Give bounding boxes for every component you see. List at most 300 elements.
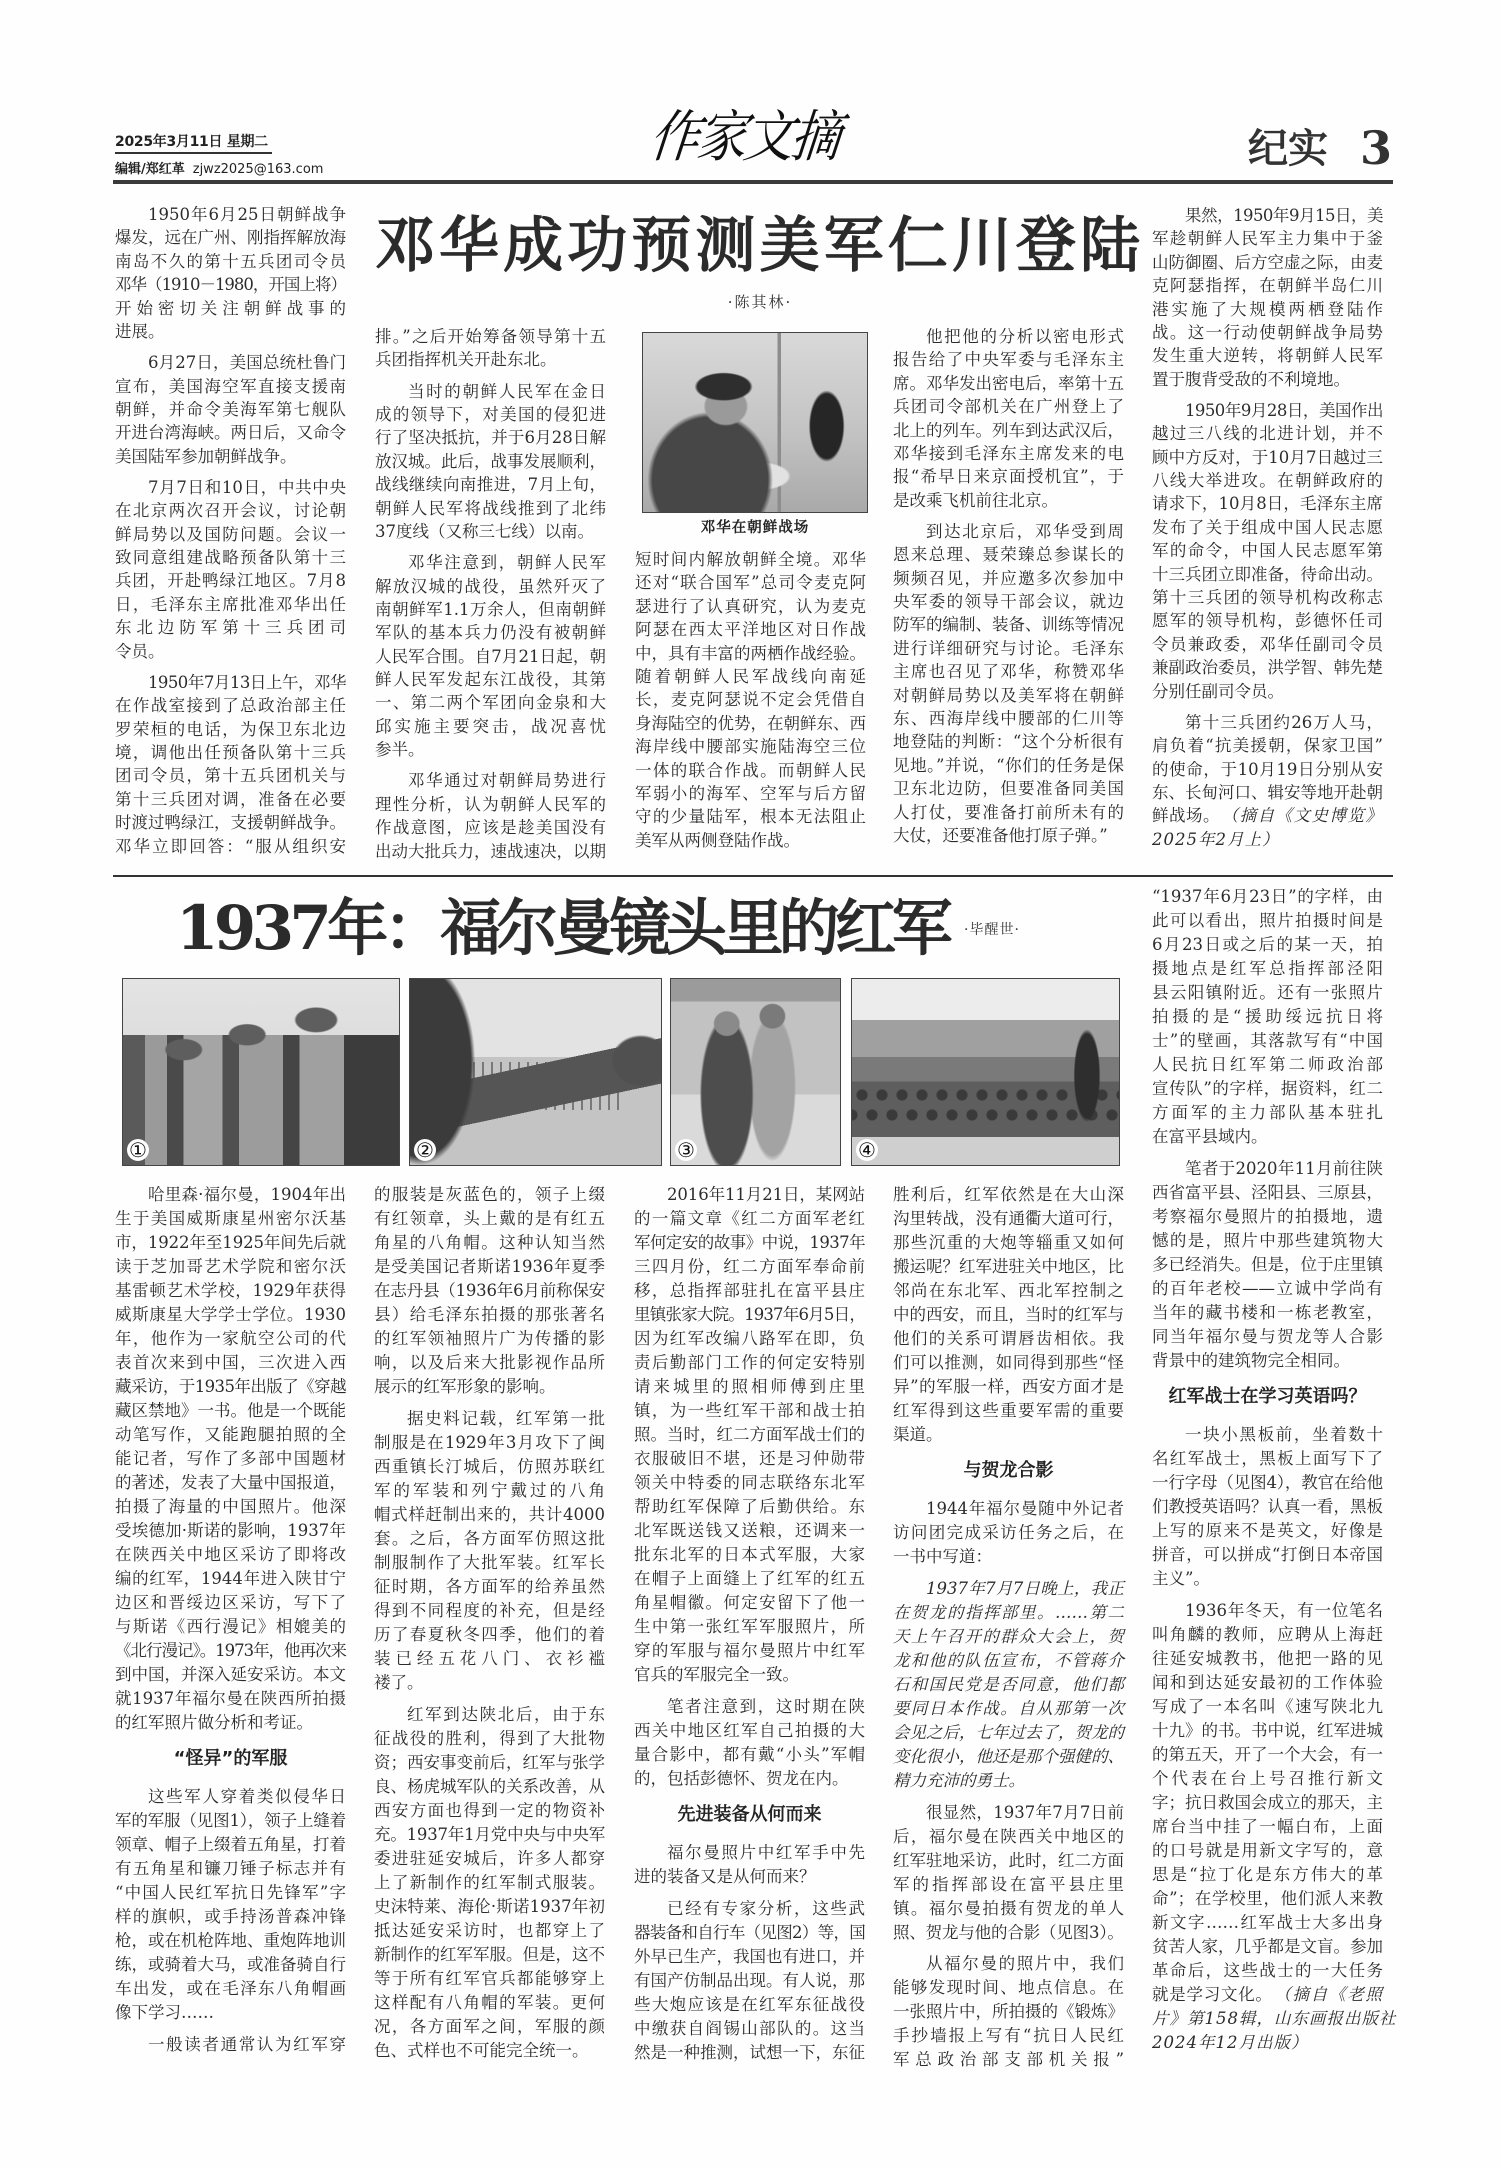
text-line: 随着朝鲜人民军战线向南延 bbox=[635, 666, 866, 686]
masthead-rule bbox=[113, 180, 1393, 184]
paragraph bbox=[115, 203, 346, 343]
text-line: 一张照片中，所拍摄的《锻炼》 bbox=[893, 2002, 1124, 2022]
paragraph bbox=[115, 476, 346, 663]
text-line: 置于腹背受敌的不利境地。 bbox=[1152, 369, 1350, 389]
text-line: 美国陆军参加朝鲜战争。 bbox=[115, 446, 297, 466]
text-line: 十九》的书。书中说，红军进城 bbox=[1152, 1720, 1383, 1740]
source-note: （摘自《老照 bbox=[1282, 1984, 1384, 2004]
text-line: 车出发，或在毛泽东八角帽画 bbox=[115, 1979, 346, 1998]
text-line: 威斯康星大学学士学位。1930 bbox=[115, 1305, 346, 1324]
text-line: 席。邓华发出密电后，率第十五 bbox=[893, 373, 1124, 393]
text-line: 短时间内解放朝鲜全境。邓华 bbox=[635, 550, 866, 569]
article1-column-2 bbox=[375, 325, 606, 863]
text-line: 兵团，开赴鸭绿江地区。7月8 bbox=[115, 571, 346, 591]
text-line: 写成了一本名叫《速写陕北九 bbox=[1152, 1696, 1383, 1716]
article1-column-1 bbox=[115, 203, 346, 858]
text-line: 大仗，还要准备他打原子弹。” bbox=[893, 826, 1108, 845]
text-line: 军总政治部支部机关报” bbox=[893, 2050, 1124, 2070]
text-line: 西关中地区红军自己拍摄的大 bbox=[634, 1720, 865, 1740]
text-line: 东、西海岸线中腰部的仁川等 bbox=[893, 709, 1124, 729]
text-line: 中，具有丰富的两栖作战经验。 bbox=[635, 643, 866, 663]
text-line: 天上午召开的群众大会上，贺 bbox=[893, 1626, 1124, 1646]
text-line: 身海陆空的优势，在朝鲜东、西 bbox=[635, 713, 866, 733]
text-line: 东北边防军第十三兵团司 bbox=[115, 618, 346, 638]
text-line: 龙和他的队伍宣布，不管蒋介 bbox=[893, 1650, 1124, 1670]
text-line: 地登陆的判断：“这个分析很有 bbox=[893, 732, 1124, 752]
editor-line bbox=[115, 161, 323, 178]
paragraph bbox=[634, 1897, 865, 2065]
source-note: （摘自《文史博览》 bbox=[1229, 806, 1383, 826]
quoted-paragraph bbox=[893, 1577, 1124, 1793]
text-line: 套。之后，各方面军仿照这批 bbox=[374, 1528, 605, 1548]
text-line: 排。”之后开始筹备领导第十五 bbox=[375, 327, 606, 346]
line-text: 就是学习文化。 bbox=[1152, 1984, 1273, 2004]
text-line bbox=[1152, 2007, 1397, 2031]
article-title: 1937年：福尔曼镜头里的红军 bbox=[176, 893, 948, 964]
text-line: 后，福尔曼在陕西关中地区的 bbox=[893, 1826, 1124, 1846]
text-line: 红军到达陕北后，由于东 bbox=[407, 1704, 605, 1724]
paragraph bbox=[374, 1703, 605, 2063]
text-line: 枪，或在机枪阵地、重炮阵地训 bbox=[115, 1931, 346, 1950]
text-line: 生于美国威斯康星州密尔沃基 bbox=[115, 1209, 346, 1228]
text-line: 放汉城。此后，战事发展顺利， bbox=[375, 451, 606, 471]
text-line: 笔者注意到，这时期在陕 bbox=[667, 1696, 865, 1716]
text-line: 1936年冬天，有一位笔名 bbox=[1185, 1600, 1383, 1620]
text-line: 石和国民党是否同意，他们都 bbox=[893, 1674, 1124, 1694]
text-line: 第十三兵团约26万人马， bbox=[1185, 712, 1383, 732]
section-heading: 先进装备从何而来 bbox=[677, 1803, 822, 1825]
text-line: 一、第二两个军团向金泉和大 bbox=[375, 693, 606, 713]
text-line: 藏区禁地》一书。他是一个既能 bbox=[115, 1401, 346, 1420]
text-line: 7月7日和10日，中共中央 bbox=[148, 477, 346, 497]
text-line: 八线大举进攻。在朝鲜政府的 bbox=[1152, 471, 1383, 491]
text-line: 军何定安的故事》中说，1937年 bbox=[634, 1233, 865, 1252]
text-line: 1937年7月7日晚上，我正 bbox=[926, 1578, 1124, 1598]
text-line: 邓华（1910－1980，开国上将） bbox=[115, 275, 346, 295]
text-line: 一行字母（见图4），教官在给他 bbox=[1152, 1472, 1383, 1492]
text-line: 红军得到这些重要军需的重要 bbox=[893, 1401, 1124, 1420]
article2-column-3 bbox=[634, 1183, 865, 2065]
text-line: 阿瑟在西太平洋地区对日作战 bbox=[635, 620, 866, 640]
text-line: 朝鲜，并命令美海军第七舰队 bbox=[115, 399, 346, 419]
text-line: 行了坚决抵抗，并于6月28日解 bbox=[375, 428, 606, 448]
text-line: 一体的联合作战。而朝鲜人民 bbox=[635, 760, 866, 780]
paragraph bbox=[374, 1183, 605, 1399]
text-line: 器装备和自行车（见图2）等，国 bbox=[634, 1922, 865, 1942]
article2-column-1 bbox=[115, 1183, 346, 2057]
text-line: 就1937年福尔曼在陕西所拍摄 bbox=[115, 1689, 346, 1708]
paragraph bbox=[375, 380, 606, 544]
editor-name: 编辑/郑红革 bbox=[115, 162, 185, 177]
article2-column-5 bbox=[1152, 885, 1397, 2055]
section-heading: 红军战士在学习英语吗？ bbox=[1168, 1385, 1367, 1407]
text-line: 衣服破旧不堪，还是习仲勋带 bbox=[634, 1449, 865, 1468]
text-line: 他们的关系可谓唇齿相依。我 bbox=[893, 1329, 1124, 1348]
article2-column-4 bbox=[893, 1183, 1124, 2072]
newspaper-logo: 作家文摘 bbox=[646, 104, 842, 170]
text-line: 上写的原来不是英文，好像是 bbox=[1152, 1520, 1383, 1540]
text-line: 制服是在1929年3月攻下了闽 bbox=[374, 1432, 605, 1452]
editor-email: zjwz2025@163.com bbox=[192, 162, 324, 177]
text-line: 福尔曼照片中红军手中先 bbox=[667, 1842, 865, 1862]
text-line: 县云阳镇附近。还有一张照片 bbox=[1152, 983, 1383, 1002]
photo-number-label: ④ bbox=[856, 1139, 878, 1161]
paragraph bbox=[375, 551, 606, 762]
photo-caption: 邓华在朝鲜战场 bbox=[700, 519, 810, 536]
text-line: 此可以看出，照片拍摄时间是 bbox=[1152, 911, 1383, 930]
text-line: 美军从两侧登陆作战。 bbox=[635, 830, 800, 850]
text-line: 些大炮应该是在红军东征战役 bbox=[634, 1994, 865, 2014]
text-line: 褛了。 bbox=[374, 1672, 424, 1692]
text-line: 在帽子上面缝上了红军的红五 bbox=[634, 1569, 865, 1588]
text-line bbox=[1152, 828, 1383, 851]
text-line: 人民军合围。自7月21日起，朝 bbox=[375, 646, 606, 666]
text-line: 《北行漫记》。1973年，他再次来 bbox=[115, 1641, 346, 1660]
photo-soldiers-marching bbox=[122, 978, 400, 1166]
text-line: 能记者，写作了多部中国题材 bbox=[115, 1449, 346, 1468]
text-line: 的服装是灰蓝色的，领子上缀 bbox=[374, 1185, 605, 1204]
text-line: 宣布，美国海空军直接支援南 bbox=[115, 376, 346, 396]
text-line: 主义”。 bbox=[1152, 1568, 1210, 1588]
text-line: 发生重大逆转，将朝鲜人民军 bbox=[1152, 346, 1383, 366]
text-line: 一书中写道： bbox=[893, 1547, 992, 1566]
text-line: 县）给毛泽东拍摄的那张著名 bbox=[374, 1305, 605, 1324]
text-line: 闻和到达延安最初的工作体验 bbox=[1152, 1672, 1383, 1692]
text-line: 响，以及后来大批影视作品所 bbox=[374, 1353, 605, 1372]
text-line: 6月27日，美国总统杜鲁门 bbox=[148, 353, 346, 373]
text-line: 这些军人穿着类似侵华日 bbox=[148, 1787, 346, 1806]
text-line: 哈里森·福尔曼，1904年出 bbox=[148, 1185, 346, 1204]
text-line: 因为红军改编八路军在即，负 bbox=[634, 1329, 865, 1348]
text-line: 军的军服（见图1），领子上缝着 bbox=[115, 1811, 346, 1830]
text-line: 的著述，发表了大量中国报道， bbox=[115, 1473, 346, 1492]
article-title: 邓华成功预测美军仁川登陆 bbox=[375, 211, 1140, 281]
text-line: 史沫特莱、海伦·斯诺1937年初 bbox=[374, 1896, 605, 1916]
text-line: 样的旗帜，或手持汤普森冲锋 bbox=[115, 1907, 346, 1926]
paragraph bbox=[634, 1841, 865, 1889]
text-line: 贫苦人家，几乎都是文盲。参加 bbox=[1152, 1936, 1383, 1956]
text-line: 主席也召见了邓华，称赞邓华 bbox=[893, 662, 1124, 682]
text-line: “中国人民红军抗日先锋军”字 bbox=[115, 1883, 346, 1902]
paragraph bbox=[1152, 399, 1383, 703]
text-line: 爆发，远在广州、刚指挥解放海 bbox=[115, 228, 346, 248]
text-line: 表首次来到中国，三次进入西 bbox=[115, 1353, 346, 1372]
paragraph bbox=[893, 1183, 1124, 1447]
line-text: 鲜战场。 bbox=[1152, 806, 1220, 826]
text-line: 往延安城教书，他把一路的见 bbox=[1152, 1648, 1383, 1668]
text-line: 征战役的胜利，得到了大批物 bbox=[374, 1728, 605, 1748]
text-line: 央军委的领导干部会议，就边 bbox=[893, 592, 1124, 612]
text-line: 参半。 bbox=[375, 740, 425, 760]
article-author: ·毕醒世· bbox=[964, 922, 1020, 938]
text-line: “1937年6月23日”的字样，由 bbox=[1152, 887, 1383, 906]
text-line: 1944年福尔曼随中外记者 bbox=[926, 1499, 1124, 1518]
text-line: 兼副政治委员，洪学智、韩先楚 bbox=[1152, 658, 1383, 678]
text-line: 委进驻延安城后，许多人都穿 bbox=[374, 1848, 605, 1868]
text-line: 南朝鲜军1.1万余人，但南朝鲜 bbox=[375, 599, 606, 619]
text-line: 令员兼政委，邓华任副司令员 bbox=[1152, 634, 1383, 654]
text-line: 多已经消失。但是，位于庄里镇 bbox=[1152, 1254, 1383, 1274]
text-line: 叫角麟的教师，应聘从上海赶 bbox=[1152, 1624, 1383, 1644]
text-line: 是改乘飞机前往北京。 bbox=[893, 490, 1058, 510]
photo-number-label: ③ bbox=[675, 1139, 697, 1161]
text-line: 外早已生产，我国也有进口，并 bbox=[634, 1946, 865, 1966]
text-line: 良、杨虎城军队的关系改善，从 bbox=[374, 1776, 605, 1796]
text-line: 对朝鲜局势以及美军将在朝鲜 bbox=[893, 685, 1124, 705]
paragraph bbox=[893, 520, 1124, 847]
paragraph bbox=[1152, 711, 1383, 851]
text-line: 第十三兵团对调，准备在必要 bbox=[115, 789, 346, 809]
text-line: 理性分析，认为朝鲜人民军的 bbox=[375, 794, 606, 814]
text-line: 受埃德加·斯诺的影响，1937年 bbox=[115, 1521, 346, 1540]
text-line: 山防御圈、后方空虚之际，由麦 bbox=[1152, 252, 1383, 272]
text-line: 卫东北边防，但要准备同美国 bbox=[893, 779, 1124, 799]
paragraph bbox=[634, 1183, 865, 1687]
text-line: 批东北军的日本式军服，大家 bbox=[634, 1545, 865, 1564]
text-line: 第十三兵团的领导机构改称志 bbox=[1152, 588, 1383, 608]
text-line: 他把他的分析以密电形式 bbox=[926, 327, 1124, 346]
text-line: 进的装备又是从何而来？ bbox=[634, 1866, 816, 1886]
text-line: 西安方面也得到一定的物资补 bbox=[374, 1800, 605, 1820]
text-line: 在陕西关中地区采访了即将改 bbox=[115, 1545, 346, 1564]
text-line: 帽式样赶制出来的，共计4000 bbox=[374, 1504, 605, 1524]
paragraph bbox=[115, 2033, 346, 2057]
text-line: 年，他作为一家航空公司的代 bbox=[115, 1329, 346, 1348]
text-line: 同当年福尔曼与贺龙等人合影 bbox=[1152, 1326, 1383, 1346]
text-line: 十三兵团立即准备，待命出动。 bbox=[1152, 564, 1383, 584]
text-line: 到达北京后，邓华受到周 bbox=[926, 521, 1124, 541]
text-line: 出动大批兵力，速战速决，以期 bbox=[375, 841, 606, 861]
text-line: 的一篇文章《红二方面军老红 bbox=[634, 1209, 865, 1228]
text-line: 的红军领袖照片广为传播的影 bbox=[374, 1329, 605, 1348]
text-line: 频频召见，并应邀多次参加中 bbox=[893, 568, 1124, 588]
text-line: 1950年6月25日朝鲜战争 bbox=[148, 205, 346, 224]
paragraph bbox=[374, 1407, 605, 1695]
text-line: 军的指挥部设在富平县庄里 bbox=[893, 1874, 1124, 1894]
paragraph bbox=[634, 1695, 865, 1791]
text-line: 革命后，这些战士的一大任务 bbox=[1152, 1960, 1383, 1980]
text-line: 已经有专家分析，这些武 bbox=[667, 1898, 865, 1918]
text-line: 罗荣桓的电话，为保卫东北边 bbox=[115, 719, 346, 739]
text-line: 致同意组建战略预备队第十三 bbox=[115, 548, 346, 568]
text-line: 从福尔曼的照片中，我们 bbox=[926, 1954, 1124, 1974]
text-line: 红军驻地采访，此时，红二方面 bbox=[893, 1850, 1124, 1870]
photo-number-label: ② bbox=[414, 1139, 436, 1161]
text-line: 移，总指挥部驻扎在富平县庄 bbox=[634, 1281, 865, 1300]
text-line: 编的红军，1944年进入陕甘宁 bbox=[115, 1569, 346, 1588]
text-line bbox=[1152, 804, 1383, 827]
text-line: 时渡过鸭绿江，支援朝鲜战争。 bbox=[115, 813, 346, 833]
text-line: 藏采访，于1935年出版了《穿越 bbox=[115, 1377, 346, 1396]
text-line: 字；抗日救国会成立的那天，主 bbox=[1152, 1792, 1383, 1812]
text-line: 资；西安事变前后，红军与张学 bbox=[374, 1752, 605, 1772]
text-line: 个代表在台上号召推行新文 bbox=[1152, 1768, 1383, 1788]
text-line: 邓华注意到，朝鲜人民军 bbox=[408, 553, 606, 573]
text-line: 角星帽徽。何定安留下了他一 bbox=[634, 1593, 865, 1612]
text-line: 兵团司令部机关在广州登上了 bbox=[893, 397, 1124, 417]
text-line: 在富平县域内。 bbox=[1152, 1127, 1268, 1146]
section-name: 纪实 bbox=[1248, 126, 1328, 172]
paragraph bbox=[1152, 1423, 1383, 1591]
text-line: 胜利后，红军依然是在大山深 bbox=[893, 1185, 1124, 1204]
text-line: 命”；在学校里，他们派人来教 bbox=[1152, 1888, 1383, 1908]
text-line: 领章、帽子上缀着五角星，打着 bbox=[115, 1835, 346, 1854]
paragraph bbox=[1152, 1157, 1383, 1373]
paragraph bbox=[115, 1785, 346, 2025]
text-line: 上了新制作的红军制式服装。 bbox=[374, 1872, 605, 1892]
text-line: 请求下，10月8日，毛泽东主席 bbox=[1152, 494, 1383, 514]
text-line: 兵团指挥机关开赴东北。 bbox=[375, 350, 557, 370]
text-line: 令员。 bbox=[115, 641, 165, 661]
text-line: 摄地点是红军总指挥部泾阳 bbox=[1152, 959, 1383, 978]
article1-column-4 bbox=[893, 325, 1124, 847]
paragraph bbox=[115, 671, 346, 858]
text-line: 制服制作了大批军装。红军长 bbox=[374, 1552, 605, 1572]
text-line: 南岛不久的第十五兵团司令员 bbox=[115, 251, 346, 271]
text-line: 们可以推测，如同得到那些“怪 bbox=[893, 1353, 1124, 1372]
text-line: 中的西安，而且，当时的红军与 bbox=[893, 1305, 1124, 1324]
text-line: 6月23日或之后的某一天，拍 bbox=[1152, 935, 1383, 954]
paragraph bbox=[1152, 885, 1383, 1149]
text-line: 们教授英语吗？认真一看，黑板 bbox=[1152, 1496, 1383, 1516]
photo-helong-with-forman bbox=[670, 978, 841, 1166]
text-line: 照、贺龙与他的合影（见图3）。 bbox=[893, 1922, 1124, 1942]
text-line: 三四月份，红二方面军奉命前 bbox=[634, 1257, 865, 1276]
text-line: 日，毛泽东主席批准邓华出任 bbox=[115, 594, 346, 614]
text-line: 那些沉重的大炮等辎重又如何 bbox=[893, 1233, 1124, 1252]
text-line: 果然，1950年9月15日，美 bbox=[1185, 206, 1383, 225]
text-line: 据史料记载，红军第一批 bbox=[407, 1408, 605, 1428]
text-line: 与斯诺《西行漫记》相媲美的 bbox=[115, 1617, 346, 1636]
text-line: 充。1937年1月党中央与中央军 bbox=[374, 1824, 605, 1844]
text-line: 在北京两次召开会议，讨论朝 bbox=[115, 501, 346, 521]
text-line: 渠道。 bbox=[893, 1425, 943, 1444]
text-line: 邓华接到毛泽东主席发来的电 bbox=[893, 443, 1124, 463]
text-line: 当时的朝鲜人民军在金日 bbox=[408, 381, 606, 401]
article-author: ·陈其林· bbox=[727, 293, 793, 311]
text-line: 军趁朝鲜人民军主力集中于釜 bbox=[1152, 229, 1383, 249]
text-line: 进展。 bbox=[115, 321, 165, 341]
paragraph bbox=[893, 325, 1124, 512]
text-line: 有五角星和镰刀锤子标志并有 bbox=[115, 1859, 346, 1878]
text-line: 新文字……红军战士大多出身 bbox=[1152, 1912, 1383, 1932]
text-line: 邓华通过对朝鲜局势进行 bbox=[408, 771, 606, 791]
text-line: 拍摄的是“援助绥远抗日将 bbox=[1152, 1007, 1383, 1026]
text-line: 沟里转战，没有通衢大道可行， bbox=[893, 1209, 1124, 1228]
text-line: 报“希早日来京面授机宜”，于 bbox=[893, 467, 1124, 487]
photo-blackboard-class bbox=[851, 978, 1120, 1166]
paragraph bbox=[1152, 204, 1383, 391]
text-line bbox=[1152, 1983, 1383, 2007]
text-line: 人打仗，要准备打前所未有的 bbox=[893, 802, 1124, 822]
text-line: 1950年7月13日上午，邓华 bbox=[148, 672, 346, 692]
text-line: 会见之后，七年过去了，贺龙的 bbox=[893, 1722, 1124, 1742]
text-line: 帮助红军保障了后勤供给。东 bbox=[634, 1497, 865, 1516]
photo-bicycle-troops bbox=[409, 978, 662, 1166]
text-line: 精力充沛的勇士。 bbox=[893, 1770, 1025, 1790]
text-line: 战线继续向南推进，7月上旬， bbox=[375, 475, 606, 495]
section-heading: “怪异”的军服 bbox=[173, 1748, 288, 1769]
text-line: 访问团完成采访任务之后，在 bbox=[893, 1523, 1124, 1542]
text-line: 肩负着“抗美援朝，保家卫国” bbox=[1152, 736, 1383, 756]
text-line: 拼音，可以拼成“打倒日本帝国 bbox=[1152, 1544, 1383, 1564]
text-line: 一般读者通常认为红军穿 bbox=[148, 2034, 346, 2054]
text-line: 西重镇长汀城后，仿照苏联红 bbox=[374, 1456, 605, 1476]
article1-column-5 bbox=[1152, 204, 1383, 851]
text-line: 的使命，于10月19日分别从安 bbox=[1152, 759, 1383, 779]
text-line: 解放汉城的战役，虽然歼灭了 bbox=[375, 576, 606, 596]
paragraph bbox=[635, 548, 866, 852]
paragraph bbox=[893, 1497, 1124, 1569]
text-line: 变化很小，他还是那个强健的、 bbox=[893, 1746, 1124, 1766]
text-line: 责后勤部门工作的何定安特别 bbox=[634, 1353, 865, 1372]
text-line: 境，调他出任预备队第十三兵 bbox=[115, 742, 346, 762]
text-line: 进行详细研究与讨论。毛泽东 bbox=[893, 638, 1124, 658]
text-line: 分别任副司令员。 bbox=[1152, 681, 1284, 701]
text-line: 在作战室接到了总政治部主任 bbox=[115, 696, 346, 716]
text-line: 里镇张家大院。1937年6月5日， bbox=[634, 1305, 865, 1324]
text-line: 历了春夏秋冬四季，他们的着 bbox=[374, 1624, 605, 1644]
text-line: 邓华立即回答：“服从组织安 bbox=[115, 836, 346, 856]
photo-denghua-battlefield bbox=[642, 332, 868, 513]
text-line: 成的领导下，对美国的侵犯进 bbox=[375, 404, 606, 424]
text-line: 拍摄了海量的中国照片。他深 bbox=[115, 1497, 346, 1516]
text-line: 东、长甸河口、辑安等地开赴朝 bbox=[1152, 782, 1383, 802]
text-line: 背景中的建筑物完全相同。 bbox=[1152, 1350, 1350, 1370]
text-line: 练，或骑着大马，或准备骑自行 bbox=[115, 1955, 346, 1974]
text-line: 士”的壁画，其落款写有“中国 bbox=[1152, 1031, 1383, 1050]
text-line: 等于所有红军官兵都能够穿上 bbox=[374, 1968, 605, 1988]
text-line: 开进台湾海峡。两日后，又命令 bbox=[115, 423, 346, 443]
text-line: 照。当时，红二方面军战士们的 bbox=[634, 1425, 865, 1444]
text-line: 克阿瑟指挥，在朝鲜半岛仁川 bbox=[1152, 276, 1383, 296]
text-line: 有红领章，头上戴的是有红五 bbox=[374, 1209, 605, 1228]
text-line: 军的军装和列宁戴过的八角 bbox=[374, 1480, 605, 1500]
text-line: 海岸线中腰部实施陆海空三位 bbox=[635, 737, 866, 757]
text-line: 请来城里的照相师傅到庄里 bbox=[634, 1377, 865, 1396]
date-underline bbox=[115, 152, 272, 154]
source-note: 2025年2月上） bbox=[1152, 829, 1280, 849]
text-line: 思是“拉丁化是东方伟大的革 bbox=[1152, 1864, 1383, 1884]
text-line: 军的命令，中国人民志愿军第 bbox=[1152, 541, 1383, 561]
text-line: 名红军战士，黑板上面写下了 bbox=[1152, 1448, 1383, 1468]
text-line: 异”的军服一样，西安方面才是 bbox=[893, 1377, 1124, 1396]
text-line: 北上的列车。列车到达武汉后， bbox=[893, 420, 1124, 440]
text-line: 守的少量陆军，根本无法阻止 bbox=[635, 807, 866, 827]
text-line: 军弱小的海军、空军与后方留 bbox=[635, 783, 866, 803]
section-heading: 与贺龙合影 bbox=[963, 1460, 1054, 1481]
text-line: 长，麦克阿瑟说不定会凭借自 bbox=[635, 690, 866, 710]
text-line: 在志丹县（1936年6月前称保安 bbox=[374, 1281, 605, 1300]
text-line: 憾的是，照片中那些建筑物大 bbox=[1152, 1230, 1383, 1250]
text-line: 港实施了大规模两栖登陆作 bbox=[1152, 299, 1383, 319]
text-line: 镇，为一些红军干部和战士拍 bbox=[634, 1401, 865, 1420]
text-line: 色、式样也不可能完全统一。 bbox=[374, 2040, 589, 2060]
paragraph bbox=[893, 1801, 1124, 1945]
paragraph bbox=[375, 769, 606, 863]
text-line: 考察福尔曼照片的拍摄地，遗 bbox=[1152, 1206, 1383, 1226]
text-line: 团司令员，第十五兵团机关与 bbox=[115, 766, 346, 786]
text-line: 的，包括彭德怀、贺龙在内。 bbox=[634, 1768, 849, 1788]
text-line: 人民抗日红军第二师政治部 bbox=[1152, 1055, 1383, 1074]
text-line: 量合影中，都有戴“小头”军帽 bbox=[634, 1744, 865, 1764]
text-line bbox=[1152, 2031, 1383, 2055]
text-line: 还对“联合国军”总司令麦克阿 bbox=[635, 573, 866, 593]
text-line: 手抄墙报上写有“抗日人民红 bbox=[893, 2026, 1124, 2046]
text-line: 报告给了中央军委与毛泽东主 bbox=[893, 350, 1124, 370]
text-line: 读于芝加哥艺术学院和密尔沃 bbox=[115, 1257, 346, 1276]
text-line: 方面军的主力部队基本驻扎 bbox=[1152, 1103, 1383, 1122]
